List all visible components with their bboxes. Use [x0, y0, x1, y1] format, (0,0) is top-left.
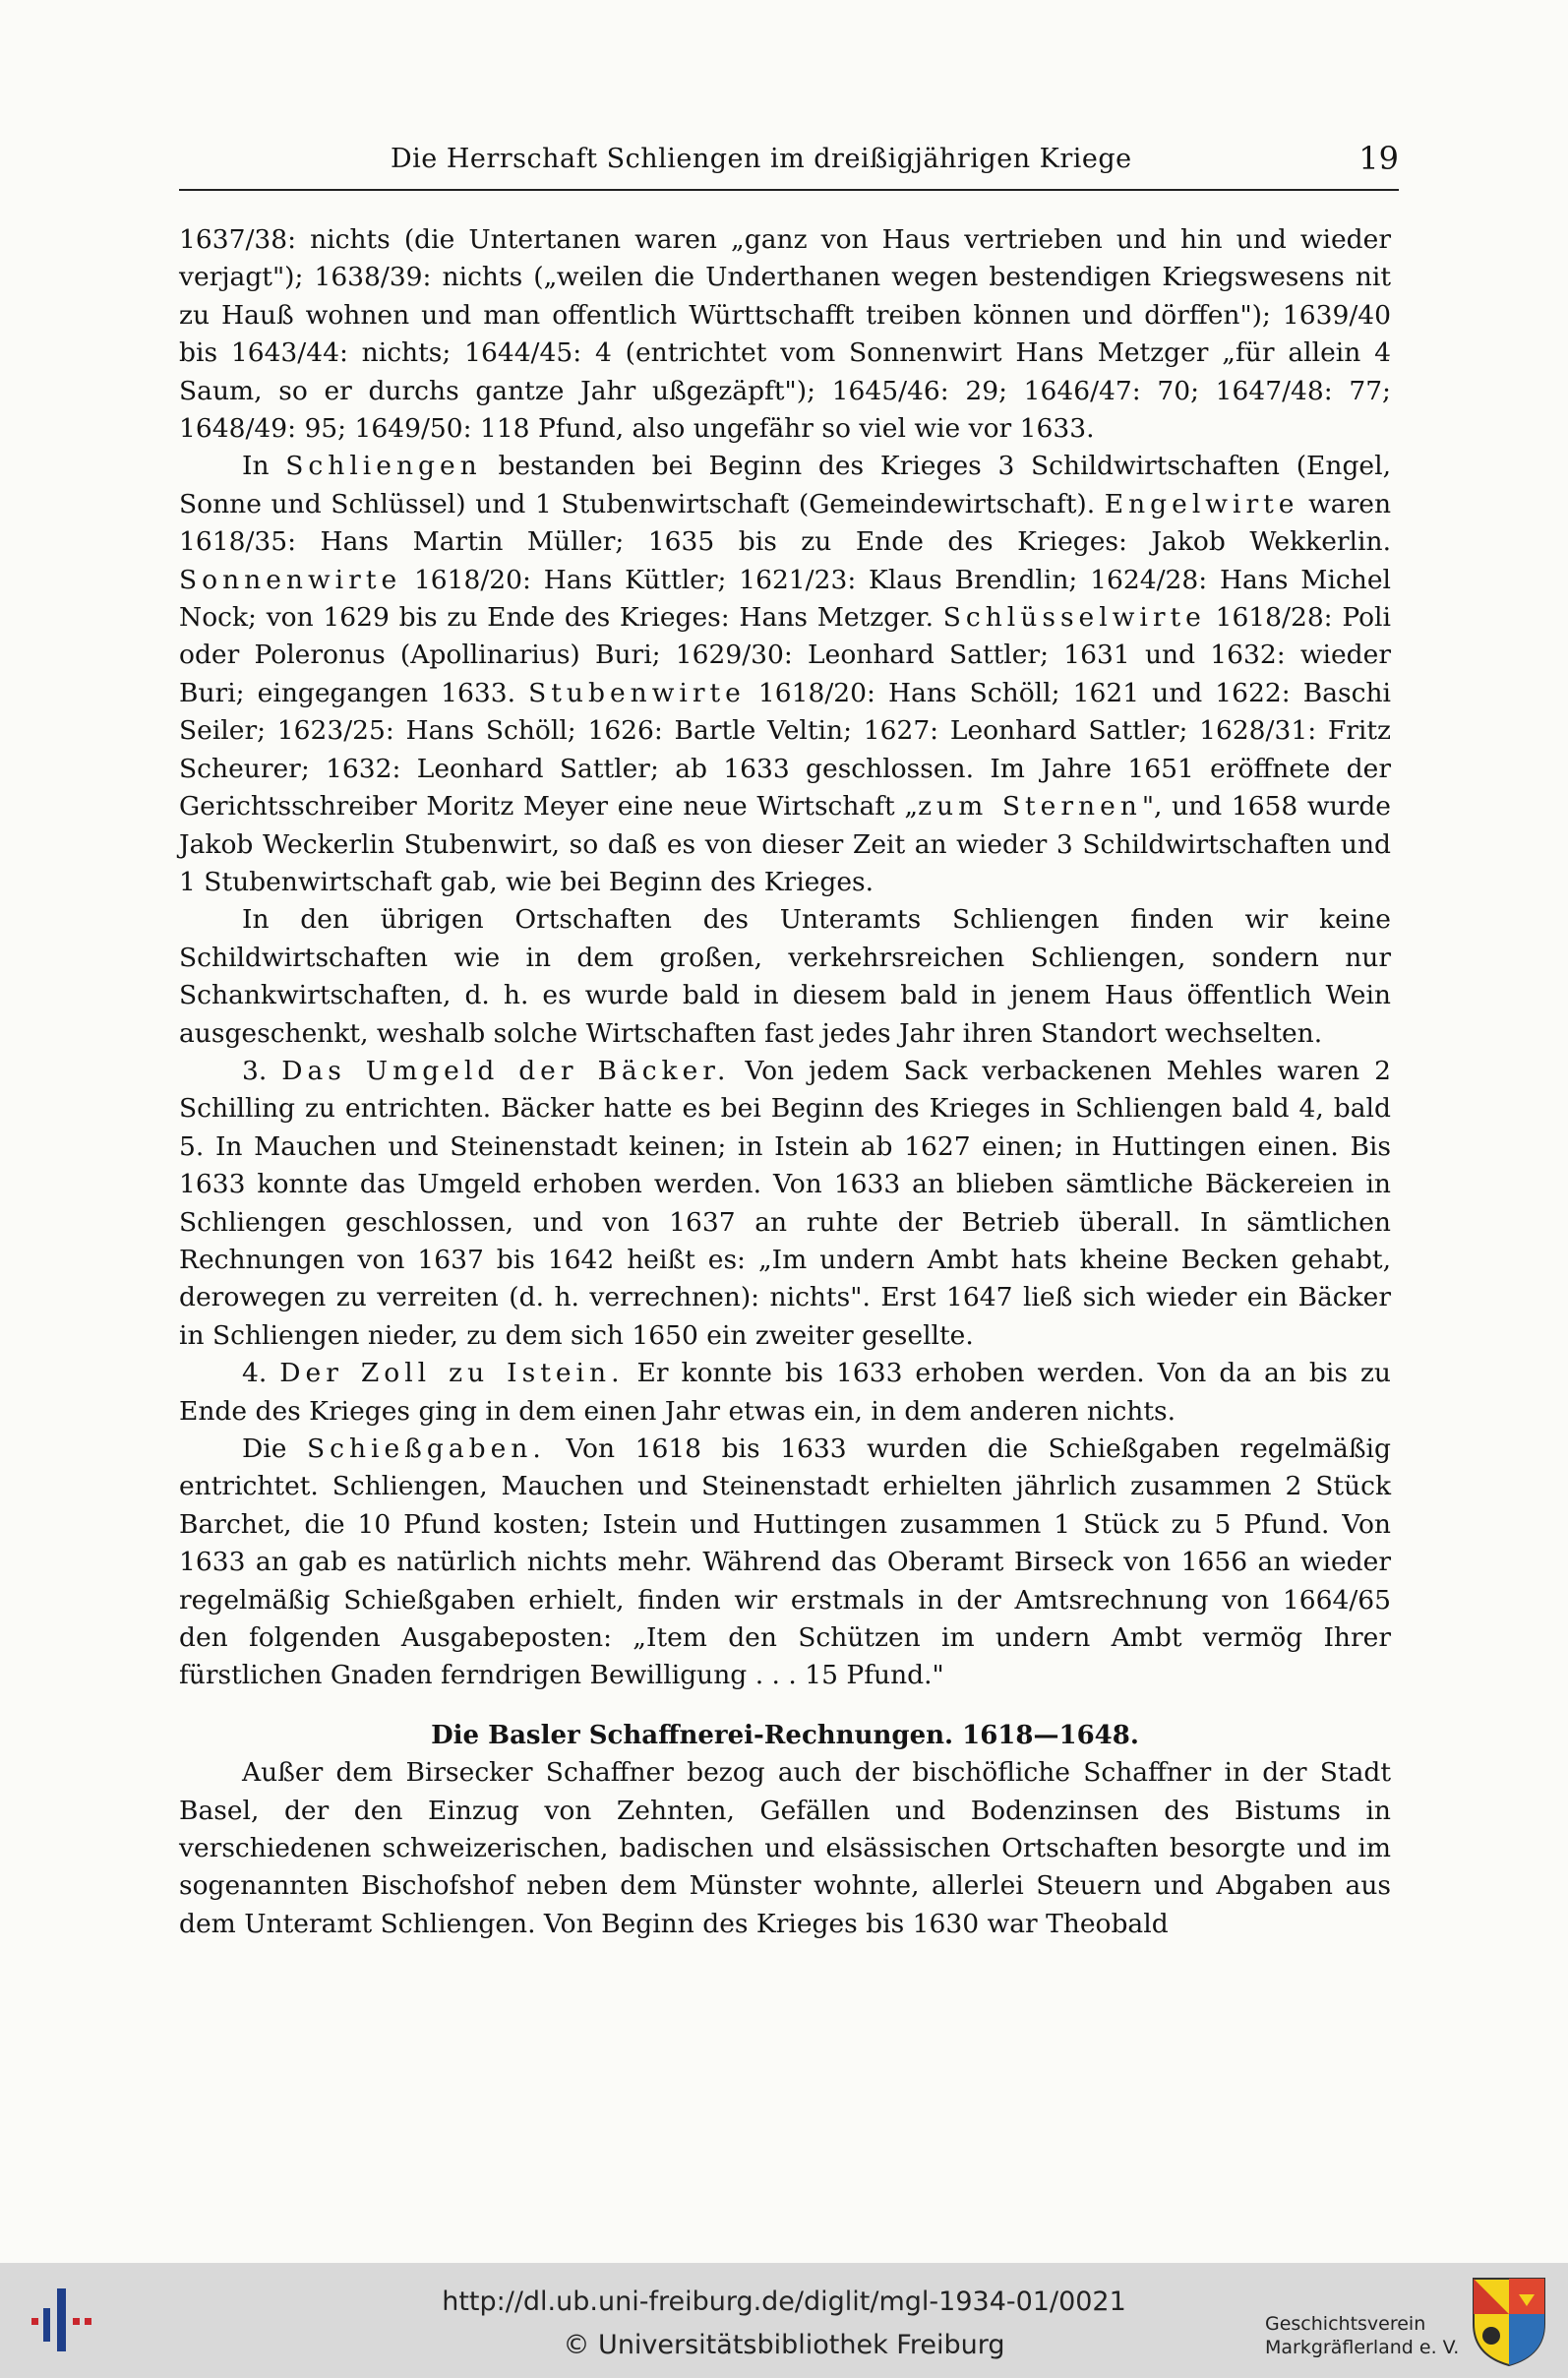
text-run: waren 1618/35: Hans Martin Müller; 1635 bis zu Ende des Krieges: Jakob Wekkerlin. — [179, 488, 1392, 558]
text-run: 3. — [242, 1055, 282, 1086]
paragraph-7: Außer dem Birsecker Schaffner bezog auch der bischöfliche Schaffner in der Stadt Basel, der den Einzug von Zehnten, Gefällen und Bodenzinsen des Bistums in verschiedenen schweizerischen, badischen und elsässischen Ortschaften besorgte und im sogenannten Bischofshof neben dem Münster wohnte, allerlei Steuern und Abgaben aus dem Unteramt Schliengen. Von Beginn des Krieges bis 1630 war Theobald — [179, 1757, 1391, 1939]
copyright-text: © Universitätsbibliothek Freiburg — [563, 2330, 1005, 2360]
society-line-2: Markgräflerland e. V. — [1265, 2337, 1460, 2358]
society-name[interactable] — [1265, 2312, 1472, 2359]
text-run: bestanden bei Beginn des Krieges 3 Schildwirtschaften (Engel, Sonne und Schlüssel) und 1 Stubenwirtschaft (Gemeindewirtschaft). — [179, 451, 1391, 519]
running-header — [179, 138, 1399, 191]
text-run: 1618/20: Hans Schöll; 1621 und 1622: Baschi Seiler; 1623/25: Hans Schöll; 1626: Bartle Veltin; 1627: Leonhard Sattler; 1628/31: Fritz Scheurer; 1632: Leonhard Sattler; ab 1633 geschlossen. Im Jahre 1651 eröffnete der Gerichtsschreiber Moritz Meyer eine neue Wirtschaft „ — [179, 677, 1391, 823]
running-title: Die Herrschaft Schliengen im dreißigjährigen Kriege — [391, 144, 1132, 174]
body-text — [179, 221, 1391, 1943]
spaced-term: Schliengen — [285, 451, 482, 482]
text-run: Die — [242, 1433, 307, 1464]
text-run: Er konnte bis 1633 erhoben werden. Von da an bis zu Ende des Krieges ging in dem einen Jahr etwas ein, in dem anderen nichts. — [179, 1358, 1391, 1427]
spaced-term: Sonnenwirte — [179, 564, 402, 595]
text-run: Von 1618 bis 1633 wurden die Schießgaben regelmäßig entrichtet. Schliengen, Mauchen und Steinenstadt erhielten jährlich zusammen 2 Stück Barchet, die 10 Pfund kosten; Istein und Huttingen zusammen 1 Stück zu 5 Pfund. Von 1633 an gab es natürlich nichts mehr. Während das Oberamt Birseck von 1656 an wieder regelmäßig Schießgaben erhielt, finden wir erstmals in der Amtsrechnung von 1664/65 den folgenden Ausgabeposten: „Item den Schützen im undern Ambt vermög Ihrer fürstlichen Gnaden ferndrigen Bewilligung . . . 15 Pfund." — [179, 1433, 1391, 1691]
spaced-term: Stubenwirte — [528, 677, 746, 708]
page-number: 19 — [1358, 140, 1399, 177]
text-run: 1618/20: Hans Küttler; 1621/23: Klaus Brendlin; 1624/28: Hans Michel Nock; von 1629 bis zu Ende des Krieges: Hans Metzger. — [179, 564, 1391, 634]
spaced-term: Schießgaben. — [306, 1433, 546, 1464]
paragraph-6 — [179, 1431, 1391, 1695]
section-heading: Die Basler Schaffnerei-Rechnungen. 1618—1648. — [431, 1720, 1139, 1750]
paragraph-2 — [179, 448, 1391, 901]
paragraph-1: 1637/38: nichts (die Untertanen waren „ganz von Haus vertrieben und hin und wieder verjagt"); 1638/39: nichts („weilen die Underthanen wegen bestendigen Kriegswesens nit zu Hauß wohnen und man offentlich Württschafft treiben können und dörffen"); 1639/40 bis 1643/44: nichts; 1644/45: 4 (entrichtet vom Sonnenwirt Hans Metzger „für allein 4 Saum, so er durchs gantze Jahr ußgezäpft"); 1645/46: 29; 1646/47: 70; 1647/48: 77; 1648/49: 95; 1649/50: 118 Pfund, also ungefähr so viel wie vor 1633. — [179, 224, 1391, 445]
coat-of-arms-icon[interactable] — [1470, 2275, 1548, 2367]
spaced-term: zum Sternen — [918, 791, 1142, 823]
document-url-link[interactable]: http://dl.ub.uni-freiburg.de/diglit/mgl-1934-01/0021 — [442, 2287, 1126, 2317]
text-run: Von jedem Sack verbackenen Mehles waren 2 Schilling zu entrichten. Bäcker hatte es bei Beginn des Krieges in Schliengen bald 4, bald 5. In Mauchen und Steinenstadt keinen; in Istein ab 1627 einen; in Huttingen einen. Bis 1633 konnte das Umgeld erhoben werden. Von 1633 an blieben sämtliche Bäckereien in Schliengen geschlossen, und von 1637 an ruhte der Betrieb überall. In sämtlichen Rechnungen von 1637 bis 1642 heißt es: „Im undern Ambt hats kheine Becken gehabt, derowegen zu verreiten (d. h. verrechnen): nichts". Erst 1647 ließ sich wieder ein Bäcker in Schliengen nieder, zu dem sich 1650 ein zweiter gesellte. — [179, 1055, 1391, 1351]
spaced-term: Das Umgeld der Bäcker. — [281, 1055, 731, 1086]
spaced-term: Der Zoll zu Istein. — [279, 1358, 625, 1389]
text-run: In — [242, 451, 286, 482]
paragraph-3: In den übrigen Ortschaften des Unteramts Schliengen finden wir keine Schildwirtschaften wie in dem großen, verkehrsreichen Schliengen, sondern nur Schankwirtschaften, d. h. es wurde bald in diesem bald in jenem Haus öffentlich Wein ausgeschenkt, weshalb solche Wirtschaften fast jedes Jahr ihren Standort wechselten. — [179, 904, 1391, 1049]
spaced-term: Schlüsselwirte — [942, 602, 1206, 634]
text-run: ", und 1658 wurde Jakob Weckerlin Stubenwirt, so daß es von dieser Zeit an wieder 3 Schildwirtschaften und 1 Stubenwirtschaft gab, wie bei Beginn des Krieges. — [179, 791, 1391, 897]
viewer-footer — [0, 2263, 1568, 2378]
paragraph-5 — [179, 1355, 1391, 1431]
text-run: 4. — [242, 1358, 280, 1389]
society-line-1: Geschichtsverein — [1265, 2313, 1426, 2335]
spaced-term: Engelwirte — [1104, 488, 1299, 519]
text-run: 1618/28: Poli oder Poleronus (Apollinarius) Buri; 1629/30: Leonhard Sattler; 1631 und 1632: wieder Buri; eingegangen 1633. — [179, 602, 1392, 708]
paragraph-4 — [179, 1053, 1391, 1355]
